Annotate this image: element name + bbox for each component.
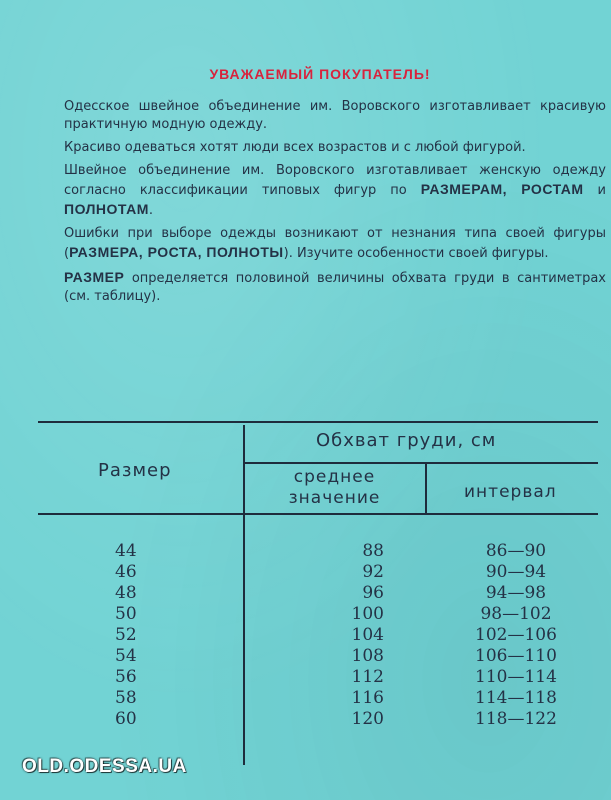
mean-cell: 120	[351, 709, 384, 729]
paragraph-3-connector: и	[583, 183, 606, 198]
table-subheader-rule	[245, 462, 598, 464]
table-header-rule	[38, 513, 598, 515]
size-cell: 50	[115, 604, 137, 624]
leaflet-heading: УВАЖАЕМЫЙ ПОКУПАТЕЛЬ!	[209, 66, 431, 82]
table-row	[0, 583, 611, 604]
range-cell: 86—90	[485, 541, 547, 561]
table-row	[0, 709, 611, 730]
size-cell: 60	[115, 709, 137, 729]
paragraph-4-end: ). Изучите особенности своей фигуры.	[283, 246, 549, 261]
column-header-mean-line1: среднее	[293, 467, 376, 487]
range-cell: 110—114	[475, 667, 557, 687]
range-cell: 106—110	[475, 646, 557, 666]
range-cell: 94—98	[485, 583, 547, 603]
table-row	[0, 667, 611, 688]
mean-cell: 104	[351, 625, 384, 645]
paragraph-3-emphasis-1: РАЗМЕРАМ, РОСТАМ	[420, 181, 584, 197]
paragraph-3	[64, 162, 606, 220]
table-top-rule	[38, 421, 598, 423]
paragraph-4-text: Ошибки при выборе одежды возникают от незнания типа своей фигуры (	[64, 226, 606, 261]
paragraph-2: Красиво одеваться хотят люди всех возрастов и с любой фигурой.	[64, 140, 526, 155]
watermark: OLD.ODESSA.UA	[22, 756, 187, 777]
table-row	[0, 604, 611, 625]
table-row	[0, 688, 611, 709]
mean-cell: 92	[362, 562, 384, 582]
paragraph-4-emphasis: РАЗМЕРА, РОСТА, ПОЛНОТЫ	[69, 244, 284, 260]
paragraph-3-end: .	[148, 203, 154, 218]
range-cell: 114—118	[475, 688, 557, 708]
paragraph-4	[64, 225, 606, 263]
paragraph-5	[64, 268, 606, 306]
size-cell: 52	[115, 625, 137, 645]
column-header-mean-line2: значение	[288, 488, 381, 508]
mean-cell: 88	[362, 541, 384, 561]
mean-cell: 100	[351, 604, 384, 624]
column-header-bust: Обхват груди, см	[316, 430, 497, 451]
range-cell: 102—106	[475, 625, 557, 645]
size-cell: 44	[115, 541, 137, 561]
paragraph-3-emphasis-2: ПОЛНОТАМ	[64, 201, 149, 217]
paragraph-1: Одесское швейное объединение им. Воровского изготавливает красивую практичную модную одежду.	[64, 99, 606, 132]
column-header-range: интервал	[464, 482, 557, 502]
table-row	[0, 541, 611, 562]
paragraph-5-text: определяется половиной величины обхвата груди в сантиметрах (см. таблицу).	[64, 271, 606, 304]
table-row	[0, 562, 611, 583]
range-cell: 90—94	[485, 562, 547, 582]
size-cell: 54	[115, 646, 137, 666]
paragraph-3-text: Швейное объединение им. Воровского изготавливает женскую одежду согласно классификации типовых фигур по	[64, 163, 606, 198]
intro-text	[64, 98, 606, 311]
table-subcolumn-divider	[425, 463, 427, 513]
table-row	[0, 646, 611, 667]
range-cell: 118—122	[475, 709, 557, 729]
size-cell: 56	[115, 667, 137, 687]
paragraph-5-emphasis: РАЗМЕР	[64, 269, 125, 285]
column-header-size: Размер	[98, 460, 172, 481]
table-body	[0, 541, 611, 730]
size-cell: 46	[115, 562, 137, 582]
range-cell: 98—102	[480, 604, 552, 624]
size-cell: 58	[115, 688, 137, 708]
mean-cell: 108	[351, 646, 384, 666]
mean-cell: 112	[351, 667, 384, 687]
table-row	[0, 625, 611, 646]
mean-cell: 96	[362, 583, 384, 603]
column-header-mean	[262, 467, 407, 509]
size-cell: 48	[115, 583, 137, 603]
mean-cell: 116	[351, 688, 384, 708]
